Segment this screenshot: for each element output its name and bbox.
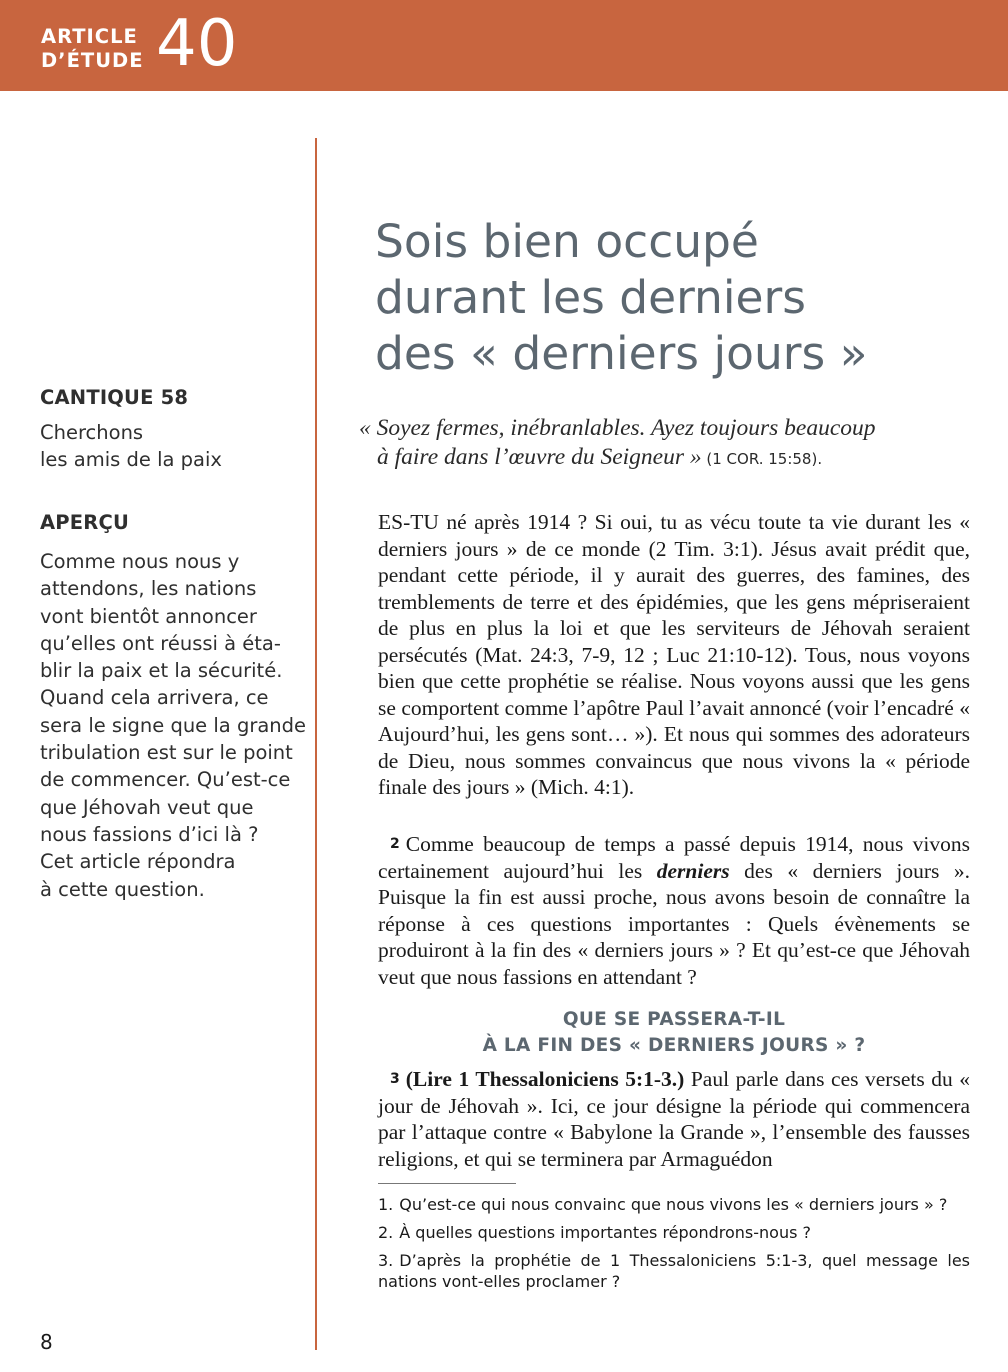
paragraph-3 <box>378 1066 970 1172</box>
paragraph-2 <box>378 831 970 990</box>
banner-label-line2: D’ÉTUDE <box>41 49 144 72</box>
theme-scripture <box>359 414 979 474</box>
footnote-rule <box>378 1183 516 1184</box>
column-divider <box>315 138 317 1350</box>
song-heading: CANTIQUE 58 <box>40 386 189 409</box>
section-subheading: QUE SE PASSERA-T-IL À LA FIN DES « DERNIERS JOURS » ? <box>482 1009 866 1056</box>
theme-quote-line2 <box>359 443 979 474</box>
overview-section <box>40 509 310 903</box>
question-text: À quelles questions importantes répondrons-nous ? <box>399 1223 812 1242</box>
paragraph-2-text-b: des « derniers jours ». Puisque la fin est aussi proche, nous avons besoin de connaître la réponse à ces questions importantes : Quels évènements se produiront à la fin des « derniers jours » ? Et qu’est-ce que Jéhovah veut que nous fassions en attendant ? <box>378 858 970 989</box>
study-question <box>378 1194 970 1215</box>
article-number: 40 <box>156 7 238 81</box>
question-text: Qu’est-ce qui nous convainc que nous vivons les « derniers jours » ? <box>399 1195 948 1214</box>
study-question <box>378 1250 970 1292</box>
theme-quote <box>359 415 979 474</box>
overview-heading: APERÇU <box>40 511 130 534</box>
theme-reference: (1 COR. 15:58). <box>701 450 823 468</box>
study-question <box>378 1222 970 1243</box>
paragraph-number: 2 <box>390 836 400 852</box>
question-number: 3. <box>378 1251 394 1270</box>
paragraph-2-emphasis: derniers <box>656 858 730 883</box>
paragraph-2-text-a: Comme beaucoup de temps a passé depuis 1914, nous vivons certainement aujourd’hui les <box>378 832 970 883</box>
article-title: Sois bien occupé durant les derniers des « derniers jours » <box>375 215 868 380</box>
article-banner <box>0 0 1008 91</box>
paragraph-1: ES-TU né après 1914 ? Si oui, tu as vécu toute ta vie durant les « derniers jours » de ce monde (2 Tim. 3:1). Jésus avait prédit que, pendant cette période, il y aurait des guerres, des famines, des tremblements de terre et des épidémies, que les gens mépriseraient de plus en plus la loi et que les serviteurs de Jéhovah seraient persécutés (Mat. 24:3, 7-9, 12 ; Luc 21:10-12). Tous, nous voyons bien que cette prophétie se réalise. Nous voyons aussi que les gens se comportent comme l’apôtre Paul l’avait annoncé (voir l’encadré « Aujourd’hui, les gens sont… »). Et nous qui sommes des adorateurs de Dieu, nous sommes convaincus que nous vivons la « période finale des jours » (Mich. 4:1). <box>378 510 970 799</box>
overview-text: Comme nous nous y attendons, les nations vont bientôt annoncer qu’elles ont réussi à éta- blir la paix et la sécurité. Quand cela arrivera, ce sera le signe que la grande tribulation est sur le point de commencer. Qu’est-ce que Jéhovah veut que nous fassions d’ici là ? Cet article répondra à cette question. <box>40 550 307 901</box>
theme-quote-line1: « Soyez fermes, inébranlables. Ayez toujours beaucoup <box>359 415 876 441</box>
song-section <box>40 384 310 474</box>
theme-quote-line2-text: à faire dans l’œuvre du Seigneur » <box>377 444 702 470</box>
song-title: Cherchons les amis de la paix <box>40 421 222 472</box>
paragraph-3-text: Paul parle dans ces versets du « jour de Jéhovah ». Ici, ce jour désigne la période qui commencera par l’attaque contre « Babylone la Grande », l’ensemble des fausses religions, et qui se terminera par Armaguédon <box>378 1067 970 1171</box>
banner-label-line1: ARTICLE <box>41 25 138 48</box>
question-number: 1. <box>378 1195 394 1214</box>
banner-label <box>41 25 144 73</box>
question-text: D’après la prophétie de 1 Thessaloniciens 5:1-3, quel message les nations vont-elles proclamer ? <box>378 1251 970 1291</box>
study-questions <box>378 1194 970 1299</box>
page-number: 8 <box>40 1330 53 1354</box>
read-scripture-link[interactable]: (Lire 1 Thessaloniciens 5:1-3.) <box>405 1067 685 1091</box>
paragraph-number: 3 <box>390 1071 400 1087</box>
question-number: 2. <box>378 1223 394 1242</box>
